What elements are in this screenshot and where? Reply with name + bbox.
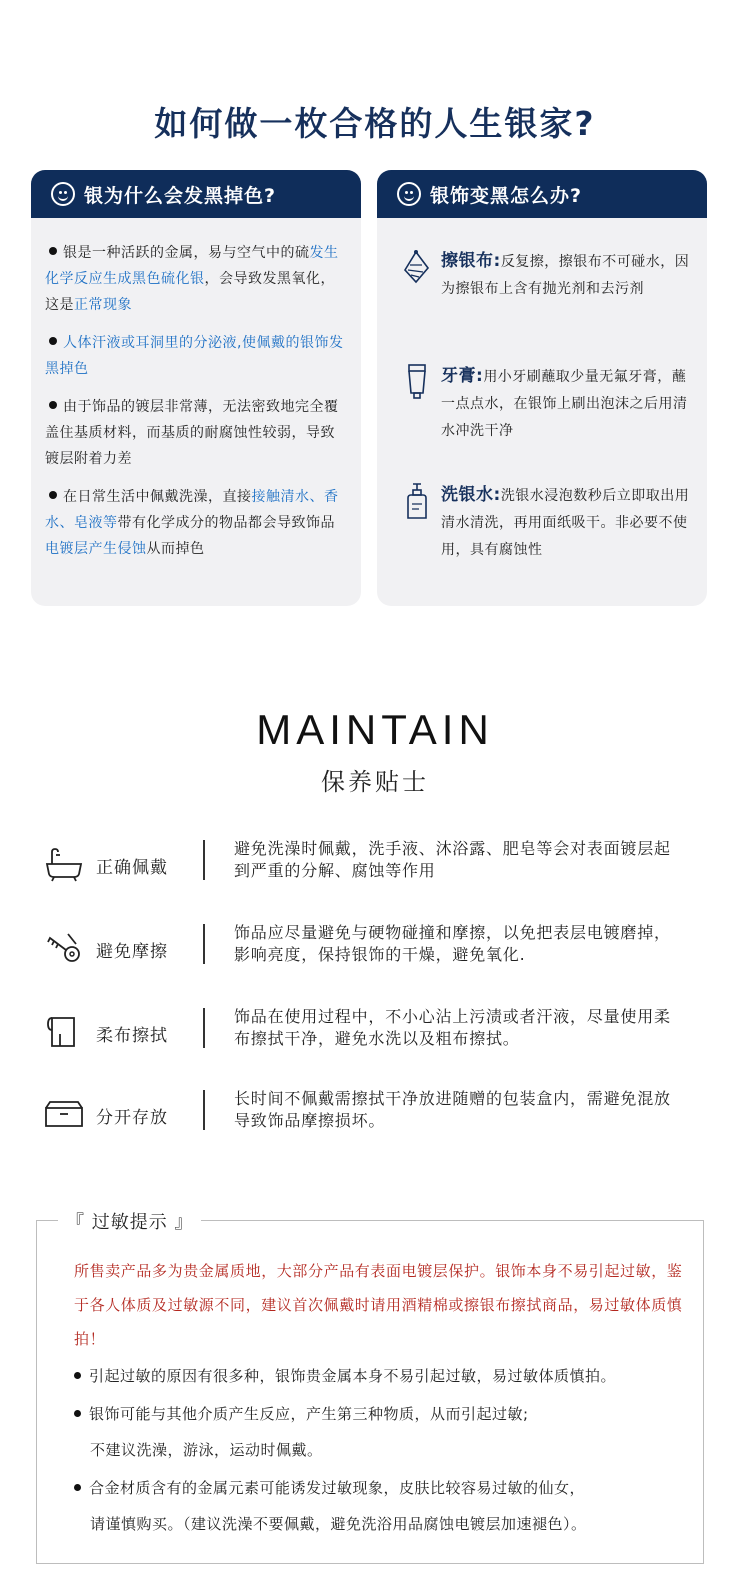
card-header — [31, 170, 361, 218]
card-title: 银饰变黑怎么办? — [430, 184, 583, 207]
maintain-row — [0, 1090, 750, 1150]
cause-text: 带有化学成分的物品都会导致饰品 — [117, 515, 335, 531]
highlight-text: 正常现象 — [74, 297, 132, 313]
maintain-label: 正确佩戴 — [96, 858, 168, 878]
highlight-text: 接触清水、香水、皂液等 — [45, 489, 339, 531]
divider — [203, 1090, 205, 1130]
bullet-dot — [49, 491, 57, 499]
maintain-row — [0, 840, 750, 900]
allergy-line: 请谨慎购买。（建议洗澡不要佩戴，避免洗浴用品腐蚀电镀层加速褪色）。 — [90, 1515, 587, 1533]
allergy-item — [74, 1470, 694, 1542]
keys-icon — [44, 930, 84, 966]
cause-text: ，会导致发黑氧化，这是 — [45, 271, 335, 313]
tip-title: 洗银水: — [441, 485, 501, 505]
maintain-title-en: MAINTAIN — [256, 706, 494, 753]
cause-item — [45, 330, 349, 382]
highlight-text: 发生化学反应生成黑色硫化银 — [45, 245, 339, 287]
tip-text: 用小牙刷蘸取少量无氟牙膏，蘸一点点水，在银饰上刷出泡沫之后用清水冲洗干净 — [441, 369, 688, 439]
smiley-icon — [397, 182, 421, 206]
cause-text: 在日常生活中佩戴洗澡，直接 — [63, 489, 252, 505]
main-title: 如何做一枚合格的人生银家? — [154, 104, 596, 143]
card-title: 银为什么会发黑掉色? — [84, 184, 277, 207]
cause-text: 由于饰品的镀层非常薄，无法密致地完全覆盖住基质材料，而基质的耐腐蚀性较弱，导致镀层附着力差 — [45, 399, 339, 467]
allergy-line: 银饰可能与其他介质产生反应，产生第三种物质，从而引起过敏; — [89, 1405, 529, 1423]
highlight-text: 人体汗液或耳洞里的分泌液,使佩戴的银饰发黑掉色 — [45, 335, 344, 377]
card-header — [377, 170, 707, 218]
allergy-item — [74, 1396, 694, 1468]
cause-text: 银是一种活跃的金属，易与空气中的硫 — [63, 245, 310, 261]
bullet-dot — [74, 1484, 81, 1491]
tip-title: 牙膏: — [441, 366, 484, 386]
cause-text: 从而掉色 — [146, 541, 205, 557]
divider — [203, 924, 205, 964]
bottle-icon — [401, 482, 431, 522]
allergy-intro: 所售卖产品多为贵金属质地，大部分产品有表面电镀层保护。银饰本身不易引起过敏，鉴于各人体质及过敏源不同，建议首次佩戴时请用酒精棉或擦银布擦拭商品，易过敏体质慎拍！ — [74, 1262, 683, 1348]
highlight-text: 电镀层产生侵蚀 — [45, 541, 147, 557]
tissue-icon — [44, 1014, 84, 1050]
bathtub-icon — [44, 846, 84, 882]
allergy-title: 『 过敏提示 』 — [58, 1208, 201, 1234]
maintain-text: 饰品在使用过程中，不小心沾上污渍或者汗液，尽量使用柔布擦拭干净，避免水洗以及粗布擦拭。 — [234, 1007, 671, 1048]
allergy-line: 合金材质含有的金属元素可能诱发过敏现象，皮肤比较容易过敏的仙女， — [89, 1479, 586, 1497]
bullet-dot — [49, 337, 57, 345]
bullet-dot — [74, 1410, 81, 1417]
allergy-line: 引起过敏的原因有很多种，银饰贵金属本身不易引起过敏，易过敏体质慎拍。 — [89, 1367, 617, 1385]
smiley-icon — [51, 182, 75, 206]
maintain-text: 避免洗澡时佩戴，洗手液、沐浴露、肥皂等会对表面镀层起到严重的分解、腐蚀等作用 — [234, 839, 671, 880]
cause-item — [45, 394, 349, 472]
cause-list — [31, 218, 361, 562]
maintain-label: 避免摩擦 — [96, 942, 168, 962]
cause-item — [45, 484, 349, 562]
divider — [203, 840, 205, 880]
divider — [203, 1008, 205, 1048]
bullet-dot — [49, 247, 57, 255]
tip-text: 洗银水浸泡数秒后立即取出用清水清洗，再用面纸吸干。非必要不使用，具有腐蚀性 — [441, 488, 690, 558]
tip-cleaner — [403, 482, 693, 564]
maintain-row — [0, 1008, 750, 1068]
bullet-dot — [74, 1372, 81, 1379]
maintain-text: 长时间不佩戴需擦拭干净放进随赠的包装盒内，需避免混放导致饰品摩擦损坏。 — [234, 1089, 671, 1130]
fix-black-card — [377, 170, 707, 606]
tip-cloth — [403, 248, 693, 303]
cause-item — [45, 240, 349, 318]
maintain-text: 饰品应尽量避免与硬物碰撞和摩擦，以免把表层电镀磨掉，影响亮度，保持银饰的干燥，避免氧化. — [234, 923, 671, 964]
bullet-dot — [49, 401, 57, 409]
tip-title: 擦银布: — [441, 251, 501, 271]
toothpaste-icon — [401, 363, 431, 403]
box-icon — [44, 1096, 84, 1132]
cloth-icon — [401, 248, 431, 288]
allergy-line: 不建议洗澡，游泳，运动时佩戴。 — [90, 1441, 323, 1459]
maintain-row — [0, 924, 750, 984]
maintain-label: 柔布擦拭 — [96, 1026, 168, 1046]
maintain-title-cn: 保养贴士 — [321, 768, 429, 796]
why-black-card — [31, 170, 361, 606]
maintain-label: 分开存放 — [96, 1108, 168, 1128]
tip-toothpaste — [403, 363, 693, 445]
allergy-item — [74, 1358, 694, 1394]
tip-text: 反复擦，擦银布不可碰水，因为擦银布上含有抛光剂和去污剂 — [441, 254, 690, 297]
